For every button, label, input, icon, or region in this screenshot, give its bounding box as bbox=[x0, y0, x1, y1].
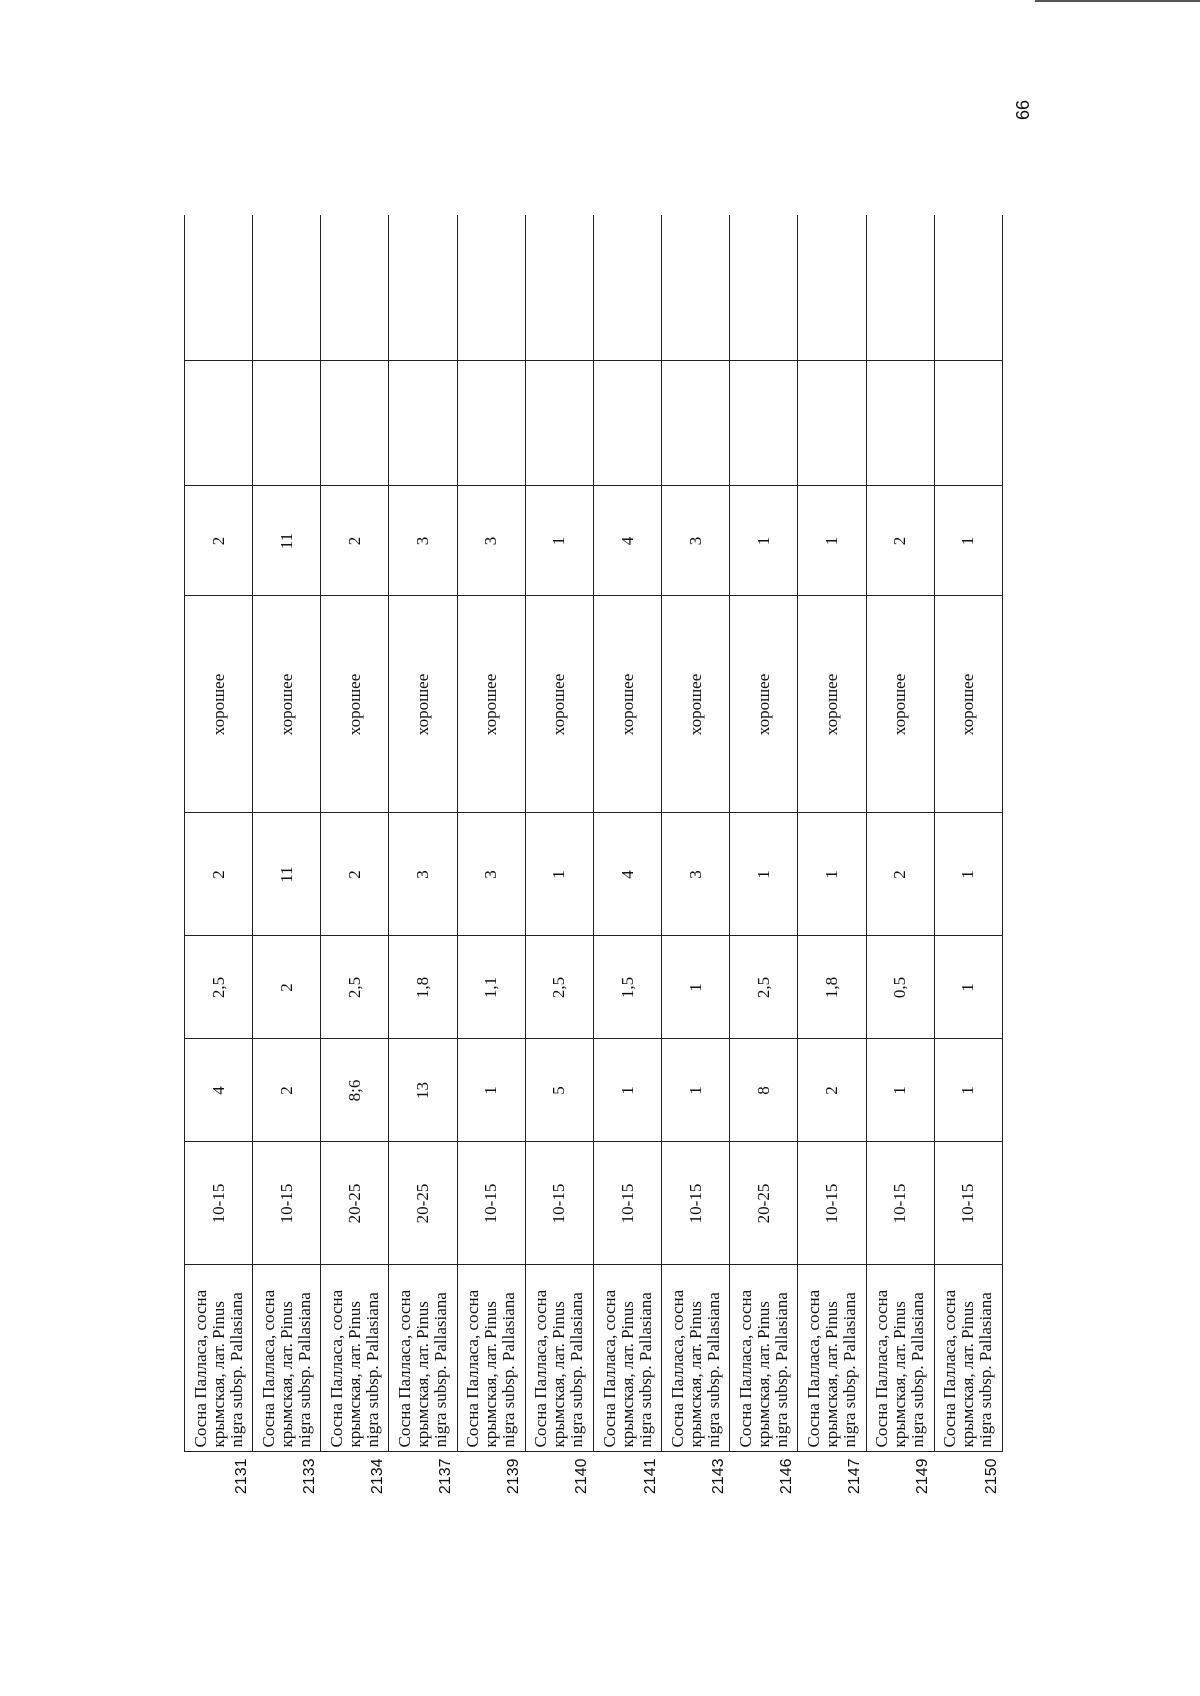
table-row bbox=[662, 215, 730, 1520]
quantity-cell: 1 bbox=[934, 813, 1002, 936]
quantity-cell: 11 bbox=[253, 813, 321, 936]
height-cell: 1,8 bbox=[798, 936, 866, 1039]
condition-cell: хорошее bbox=[389, 596, 457, 813]
species-cell: Сосна Палласа, сосна крымская, лат. Pinus nigra subsp. Pallasiana bbox=[321, 1265, 389, 1452]
quantity-cell: 1 bbox=[798, 813, 866, 936]
count-cell: 4 bbox=[185, 1039, 253, 1142]
table-row bbox=[457, 215, 525, 1520]
condition-cell: хорошее bbox=[866, 596, 934, 813]
empty-cell bbox=[321, 361, 389, 486]
quantity-cell: 4 bbox=[593, 813, 661, 936]
age-cell: 10-15 bbox=[662, 1142, 730, 1265]
species-cell: Сосна Палласа, сосна крымская, лат. Pinus nigra subsp. Pallasiana bbox=[525, 1265, 593, 1452]
empty-cell bbox=[457, 361, 525, 486]
quantity-cell: 3 bbox=[662, 813, 730, 936]
empty-cell bbox=[934, 215, 1002, 361]
tree-number-cell: 2146 bbox=[730, 1452, 798, 1520]
quantity-cell: 2 bbox=[866, 813, 934, 936]
table-body bbox=[185, 215, 1003, 1520]
age-cell: 10-15 bbox=[866, 1142, 934, 1265]
height-cell: 1 bbox=[662, 936, 730, 1039]
quantity-cell: 2 bbox=[185, 813, 253, 936]
condition-cell: хорошее bbox=[253, 596, 321, 813]
tree-number-cell: 2149 bbox=[866, 1452, 934, 1520]
age-cell: 10-15 bbox=[185, 1142, 253, 1265]
count-cell: 8 bbox=[730, 1039, 798, 1142]
height-cell: 2,5 bbox=[185, 936, 253, 1039]
count-cell: 2 bbox=[253, 1039, 321, 1142]
count-cell: 1 bbox=[662, 1039, 730, 1142]
height-cell: 1,5 bbox=[593, 936, 661, 1039]
height-cell: 2,5 bbox=[321, 936, 389, 1039]
species-cell: Сосна Палласа, сосна крымская, лат. Pinus nigra subsp. Pallasiana bbox=[934, 1265, 1002, 1452]
table-row bbox=[389, 215, 457, 1520]
empty-cell bbox=[798, 215, 866, 361]
empty-cell bbox=[662, 215, 730, 361]
count-cell: 5 bbox=[525, 1039, 593, 1142]
age-cell: 20-25 bbox=[389, 1142, 457, 1265]
table-row bbox=[934, 215, 1002, 1520]
height-cell: 0,5 bbox=[866, 936, 934, 1039]
rotated-table-wrapper bbox=[184, 215, 1003, 1520]
empty-cell bbox=[593, 361, 661, 486]
table-row bbox=[525, 215, 593, 1520]
age-cell: 10-15 bbox=[253, 1142, 321, 1265]
total-cell: 2 bbox=[185, 486, 253, 596]
age-cell: 10-15 bbox=[593, 1142, 661, 1265]
empty-cell bbox=[253, 215, 321, 361]
empty-cell bbox=[730, 215, 798, 361]
table-row bbox=[321, 215, 389, 1520]
count-cell: 1 bbox=[457, 1039, 525, 1142]
count-cell: 1 bbox=[866, 1039, 934, 1142]
empty-cell bbox=[389, 361, 457, 486]
age-cell: 10-15 bbox=[798, 1142, 866, 1265]
top-edge-rule bbox=[1035, 0, 1200, 2]
condition-cell: хорошее bbox=[457, 596, 525, 813]
condition-cell: хорошее bbox=[525, 596, 593, 813]
species-cell: Сосна Палласа, сосна крымская, лат. Pinus nigra subsp. Pallasiana bbox=[253, 1265, 321, 1452]
empty-cell bbox=[866, 215, 934, 361]
age-cell: 10-15 bbox=[525, 1142, 593, 1265]
tree-number-cell: 2147 bbox=[798, 1452, 866, 1520]
species-cell: Сосна Палласа, сосна крымская, лат. Pinus nigra subsp. Pallasiana bbox=[185, 1265, 253, 1452]
empty-cell bbox=[185, 361, 253, 486]
height-cell: 1,8 bbox=[389, 936, 457, 1039]
empty-cell bbox=[389, 215, 457, 361]
age-cell: 10-15 bbox=[457, 1142, 525, 1265]
page-number: 66 bbox=[1012, 99, 1033, 121]
height-cell: 1,1 bbox=[457, 936, 525, 1039]
quantity-cell: 1 bbox=[730, 813, 798, 936]
quantity-cell: 1 bbox=[525, 813, 593, 936]
tree-number-cell: 2150 bbox=[934, 1452, 1002, 1520]
height-cell: 1 bbox=[934, 936, 1002, 1039]
total-cell: 4 bbox=[593, 486, 661, 596]
trees-table bbox=[184, 215, 1003, 1520]
table-row bbox=[593, 215, 661, 1520]
condition-cell: хорошее bbox=[662, 596, 730, 813]
species-cell: Сосна Палласа, сосна крымская, лат. Pinus nigra subsp. Pallasiana bbox=[866, 1265, 934, 1452]
total-cell: 1 bbox=[798, 486, 866, 596]
condition-cell: хорошее bbox=[593, 596, 661, 813]
tree-number-cell: 2134 bbox=[321, 1452, 389, 1520]
total-cell: 3 bbox=[662, 486, 730, 596]
tree-number-cell: 2140 bbox=[525, 1452, 593, 1520]
tree-number-cell: 2131 bbox=[185, 1452, 253, 1520]
height-cell: 2,5 bbox=[730, 936, 798, 1039]
tree-number-cell: 2141 bbox=[593, 1452, 661, 1520]
condition-cell: хорошее bbox=[798, 596, 866, 813]
condition-cell: хорошее bbox=[730, 596, 798, 813]
table-row bbox=[253, 215, 321, 1520]
empty-cell bbox=[866, 361, 934, 486]
count-cell: 13 bbox=[389, 1039, 457, 1142]
count-cell: 8;6 bbox=[321, 1039, 389, 1142]
condition-cell: хорошее bbox=[185, 596, 253, 813]
empty-cell bbox=[798, 361, 866, 486]
empty-cell bbox=[321, 215, 389, 361]
total-cell: 2 bbox=[866, 486, 934, 596]
quantity-cell: 3 bbox=[389, 813, 457, 936]
empty-cell bbox=[662, 361, 730, 486]
species-cell: Сосна Палласа, сосна крымская, лат. Pinus nigra subsp. Pallasiana bbox=[457, 1265, 525, 1452]
quantity-cell: 2 bbox=[321, 813, 389, 936]
quantity-cell: 3 bbox=[457, 813, 525, 936]
tree-number-cell: 2139 bbox=[457, 1452, 525, 1520]
table-row bbox=[798, 215, 866, 1520]
species-cell: Сосна Палласа, сосна крымская, лат. Pinus nigra subsp. Pallasiana bbox=[389, 1265, 457, 1452]
empty-cell bbox=[253, 361, 321, 486]
table-row bbox=[866, 215, 934, 1520]
height-cell: 2,5 bbox=[525, 936, 593, 1039]
height-cell: 2 bbox=[253, 936, 321, 1039]
total-cell: 1 bbox=[934, 486, 1002, 596]
condition-cell: хорошее bbox=[321, 596, 389, 813]
tree-number-cell: 2143 bbox=[662, 1452, 730, 1520]
age-cell: 10-15 bbox=[934, 1142, 1002, 1265]
tree-number-cell: 2137 bbox=[389, 1452, 457, 1520]
species-cell: Сосна Палласа, сосна крымская, лат. Pinus nigra subsp. Pallasiana bbox=[730, 1265, 798, 1452]
age-cell: 20-25 bbox=[730, 1142, 798, 1265]
count-cell: 2 bbox=[798, 1039, 866, 1142]
empty-cell bbox=[730, 361, 798, 486]
species-cell: Сосна Палласа, сосна крымская, лат. Pinus nigra subsp. Pallasiana bbox=[798, 1265, 866, 1452]
condition-cell: хорошее bbox=[934, 596, 1002, 813]
count-cell: 1 bbox=[934, 1039, 1002, 1142]
empty-cell bbox=[457, 215, 525, 361]
empty-cell bbox=[525, 215, 593, 361]
age-cell: 20-25 bbox=[321, 1142, 389, 1265]
table-row bbox=[730, 215, 798, 1520]
total-cell: 3 bbox=[389, 486, 457, 596]
total-cell: 3 bbox=[457, 486, 525, 596]
empty-cell bbox=[593, 215, 661, 361]
total-cell: 11 bbox=[253, 486, 321, 596]
empty-cell bbox=[185, 215, 253, 361]
empty-cell bbox=[934, 361, 1002, 486]
count-cell: 1 bbox=[593, 1039, 661, 1142]
table-row bbox=[185, 215, 253, 1520]
species-cell: Сосна Палласа, сосна крымская, лат. Pinus nigra subsp. Pallasiana bbox=[662, 1265, 730, 1452]
total-cell: 1 bbox=[525, 486, 593, 596]
tree-number-cell: 2133 bbox=[253, 1452, 321, 1520]
species-cell: Сосна Палласа, сосна крымская, лат. Pinus nigra subsp. Pallasiana bbox=[593, 1265, 661, 1452]
empty-cell bbox=[525, 361, 593, 486]
total-cell: 2 bbox=[321, 486, 389, 596]
total-cell: 1 bbox=[730, 486, 798, 596]
